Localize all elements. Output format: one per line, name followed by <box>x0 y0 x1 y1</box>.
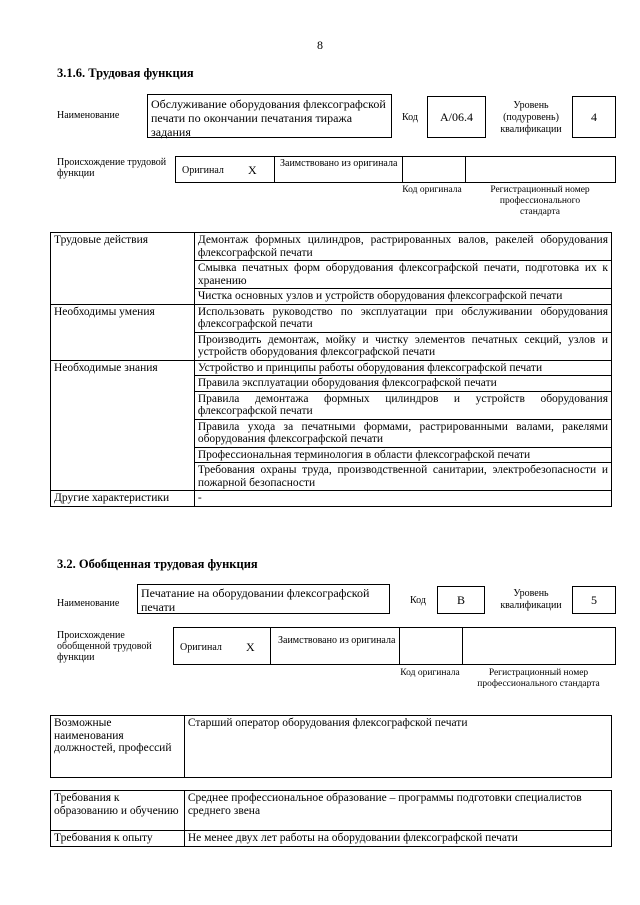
code-value-2: B <box>456 593 465 607</box>
code-label: Код <box>402 112 418 123</box>
row-label-actions: Трудовые действия <box>51 233 195 305</box>
education-label: Требования к образованию и обучению <box>51 791 185 831</box>
borrowed-label-2: Заимствовано из оригинала <box>278 635 396 646</box>
original-label: Оригинал <box>182 165 224 176</box>
education-value: Среднее профессиональное образование – программы подготовки специалистов среднего звена <box>184 791 611 831</box>
name-label-2: Наименование <box>57 598 120 609</box>
requirements-table <box>50 790 612 847</box>
origin-label-2: Происхождение обобщенной трудовой функции <box>57 630 152 663</box>
origin-label: Происхождение трудовой функции <box>57 157 167 179</box>
reg-number-caption: Регистрационный номер профессионального стандарта <box>490 185 590 217</box>
original-label-2: Оригинал <box>180 642 222 653</box>
knowledge-item: Правила ухода за печатными формами, растрированными валами, ракелями оборудования флексографской печати <box>194 419 611 447</box>
level-label-2: Уровень квалификации <box>500 588 562 611</box>
positions-value: Старший оператор оборудования флексографской печати <box>184 716 611 778</box>
knowledge-item: Устройство и принципы работы оборудования флексографской печати <box>194 360 611 376</box>
positions-table <box>50 715 612 778</box>
level-value-2: 5 <box>591 593 597 607</box>
knowledge-item: Требования охраны труда, производственной санитарии, электробезопасности и пожарной безопасности <box>194 463 611 491</box>
skill-item: Использовать руководство по эксплуатации при обслуживании оборудования флексографской печати <box>194 304 611 332</box>
action-item: Демонтаж формных цилиндров, растрированных валов, ракелей оборудования флексографской печати <box>194 233 611 261</box>
function-name-box <box>147 94 392 138</box>
row-label-skills: Необходимы умения <box>51 304 195 360</box>
code-original-caption-2: Код оригинала <box>400 668 460 678</box>
code-box <box>427 96 486 138</box>
level-label: Уровень (подуровень) квалификации <box>500 100 562 135</box>
borrowed-label: Заимствовано из оригинала <box>280 158 398 169</box>
action-item: Смывка печатных форм оборудования флексографской печати, подготовка их к хранению <box>194 261 611 289</box>
labor-function-table <box>50 232 612 507</box>
code-label-2: Код <box>410 595 426 606</box>
gen-function-name-value: Печатание на оборудовании флексографской печати <box>141 586 370 614</box>
knowledge-item: Профессиональная терминология в области флексографской печати <box>194 447 611 463</box>
code-box-2 <box>437 586 485 614</box>
origin-row-2 <box>173 627 616 665</box>
skill-item: Производить демонтаж, мойку и чистку элементов печатных секций, узлов и устройств оборудования флексографской печати <box>194 332 611 360</box>
level-value: 4 <box>591 110 597 124</box>
experience-value: Не менее двух лет работы на оборудовании флексографской печати <box>184 831 611 847</box>
row-label-knowledge: Необходимые знания <box>51 360 195 491</box>
original-mark-2: X <box>246 640 255 654</box>
positions-label: Возможные наименования должностей, профессий <box>51 716 185 778</box>
code-value: A/06.4 <box>440 110 473 124</box>
knowledge-item: Правила эксплуатации оборудования флексографской печати <box>194 376 611 392</box>
knowledge-item: Правила демонтажа формных цилиндров и устройств оборудования флексографской печати <box>194 391 611 419</box>
original-mark: X <box>248 163 257 177</box>
other-item: - <box>194 491 611 507</box>
page-number: 8 <box>317 38 323 52</box>
section-heading: 3.1.6. Трудовая функция <box>57 66 194 80</box>
level-box-2 <box>572 586 616 614</box>
experience-label: Требования к опыту <box>51 831 185 847</box>
code-original-caption: Код оригинала <box>402 185 462 195</box>
origin-row <box>175 156 616 183</box>
level-box <box>572 96 616 138</box>
name-label: Наименование <box>57 110 120 121</box>
reg-number-caption-2: Регистрационный номер профессионального стандарта <box>477 668 600 689</box>
gen-function-name-box <box>137 584 390 614</box>
row-label-other: Другие характеристики <box>51 491 195 507</box>
action-item: Чистка основных узлов и устройств оборудования флексографской печати <box>194 289 611 305</box>
section-heading-2: 3.2. Обобщенная трудовая функция <box>57 557 258 571</box>
function-name-value: Обслуживание оборудования флексографской печати по окончании печатания тиража задания <box>151 97 386 139</box>
